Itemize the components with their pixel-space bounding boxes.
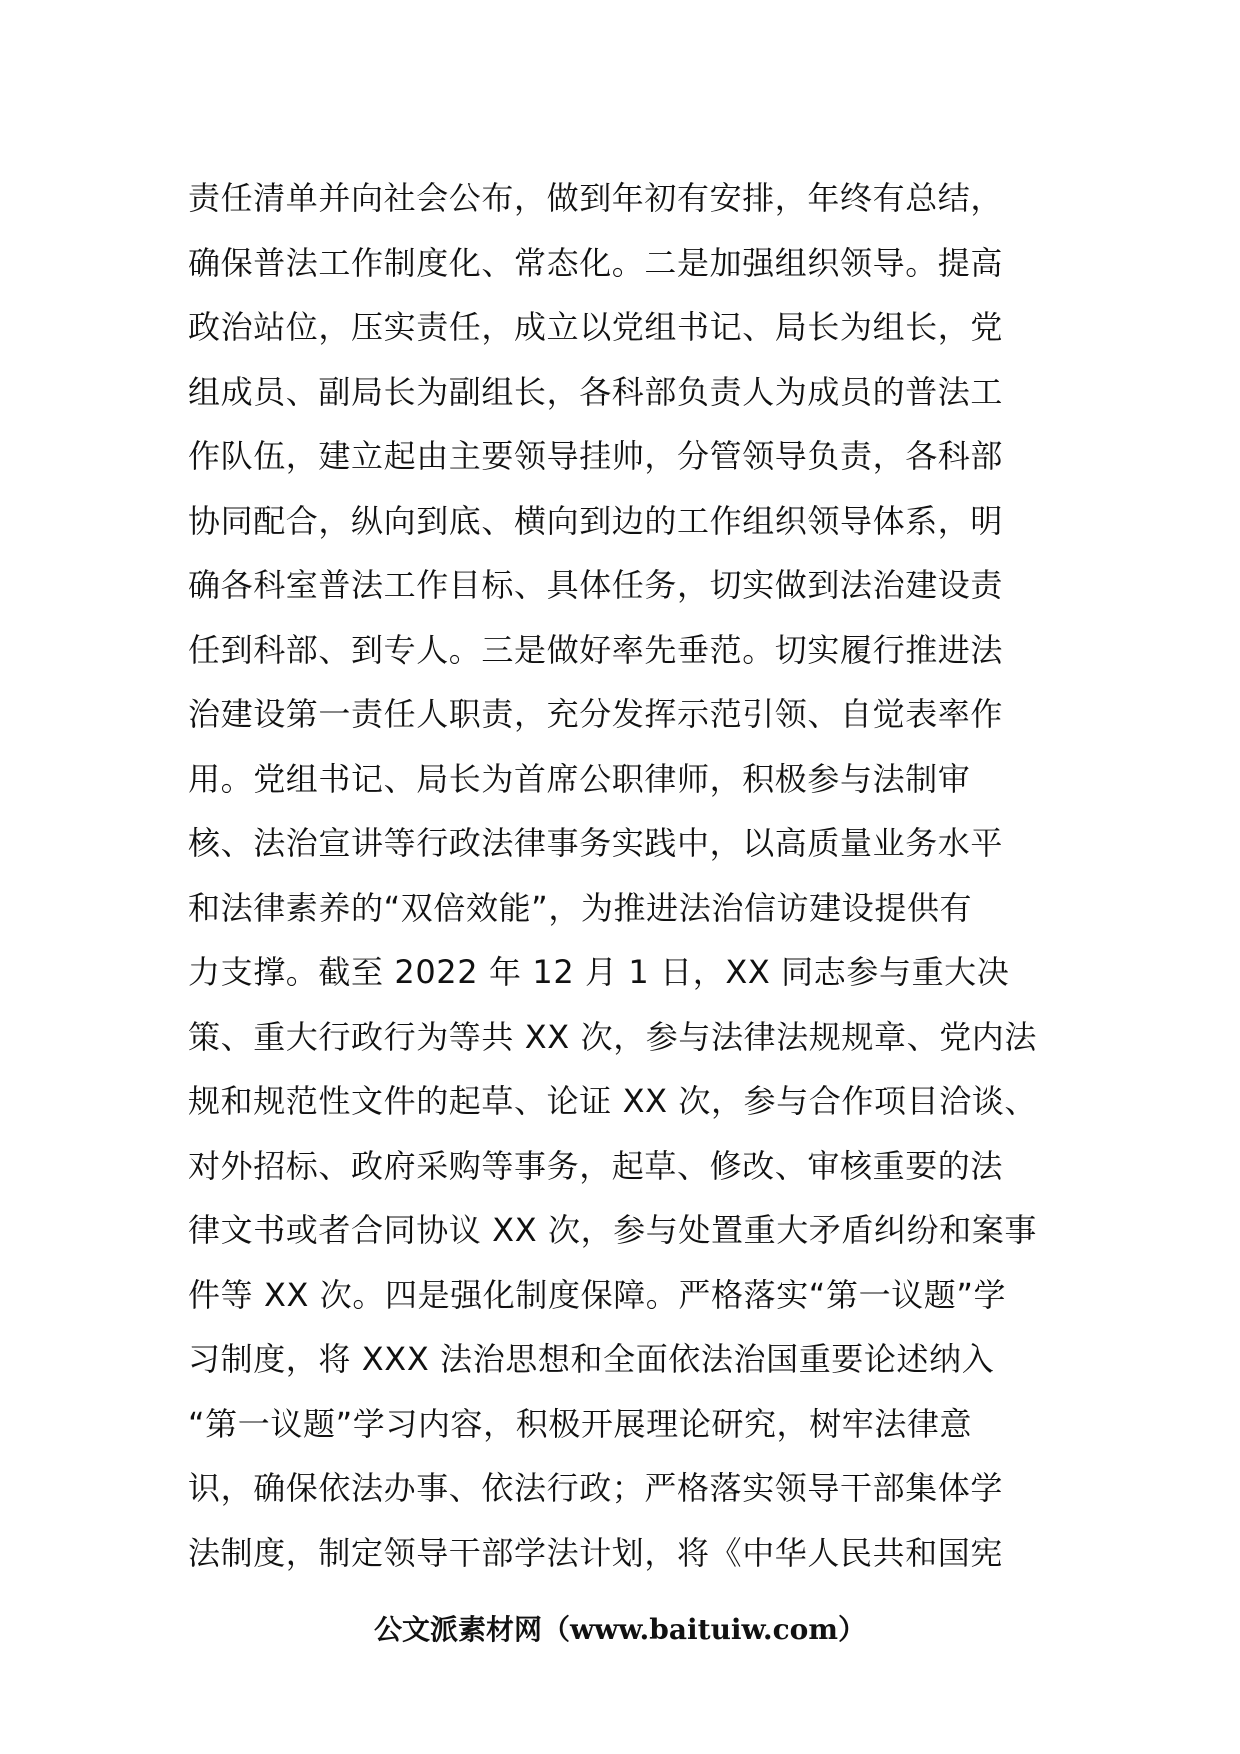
text-line: 任到科部、到专人。三是做好率先垂范。切实履行推进法 (188, 630, 1004, 669)
text-line: 确各科室普法工作目标、具体任务，切实做到法治建设责 (188, 566, 1004, 604)
text-line: 对外招标、政府采购等事务，起草、修改、审核重要的法 (188, 1146, 1004, 1185)
text-line: 确保普法工作制度化、常态化。二是加强组织领导。提高 (188, 243, 1004, 282)
text-line: 协同配合，纵向到底、横向到边的工作组织领导体系，明 (188, 501, 1004, 540)
text-line: 政治站位，压实责任，成立以党组书记、局长为组长，党 (188, 308, 1004, 346)
page-footer: 公文派素材网（www.baituiw.com） (374, 1613, 866, 1646)
text-line: 治建设第一责任人职责，充分发挥示范引领、自觉表率作 (188, 695, 1004, 733)
text-line: 习制度，将 XXX 法治思想和全面依法治国重要论述纳入 (188, 1340, 995, 1378)
text-line: 力支撑。截至 2022 年 12 月 1 日，XX 同志参与重大决 (188, 953, 1010, 991)
text-line: 件等 XX 次。四是强化制度保障。严格落实“第一议题”学 (188, 1275, 1007, 1314)
text-line: 核、法治宣讲等行政法律事务实践中，以高质量业务水平 (188, 824, 1004, 862)
text-line: 作队伍，建立起由主要领导挂帅，分管领导负责，各科部 (188, 437, 1004, 475)
text-line: 规和规范性文件的起草、论证 XX 次，参与合作项目洽谈、 (188, 1082, 1037, 1120)
text-line: 用。党组书记、局长为首席公职律师，积极参与法制审 (188, 759, 971, 798)
text-line: 和法律素养的“双倍效能”，为推进法治信访建设提供有 (188, 888, 973, 927)
body-paragraph (188, 166, 1068, 1585)
text-line: “第一议题”学习内容，积极开展理论研究，树牢法律意 (188, 1404, 973, 1443)
text-line: 识，确保依法办事、依法行政；严格落实领导干部集体学 (188, 1469, 1004, 1507)
text-line: 组成员、副局长为副组长，各科部负责人为成员的普法工 (188, 372, 1004, 411)
text-line: 策、重大行政行为等共 XX 次，参与法律法规规章、党内法 (188, 1017, 1037, 1056)
text-line: 法制度，制定领导干部学法计划，将《中华人民共和国宪 (188, 1533, 1004, 1572)
text-line: 律文书或者合同协议 XX 次，参与处置重大矛盾纠纷和案事 (188, 1211, 1037, 1249)
text-line: 责任清单并向社会公布，做到年初有安排，年终有总结， (188, 179, 1004, 217)
